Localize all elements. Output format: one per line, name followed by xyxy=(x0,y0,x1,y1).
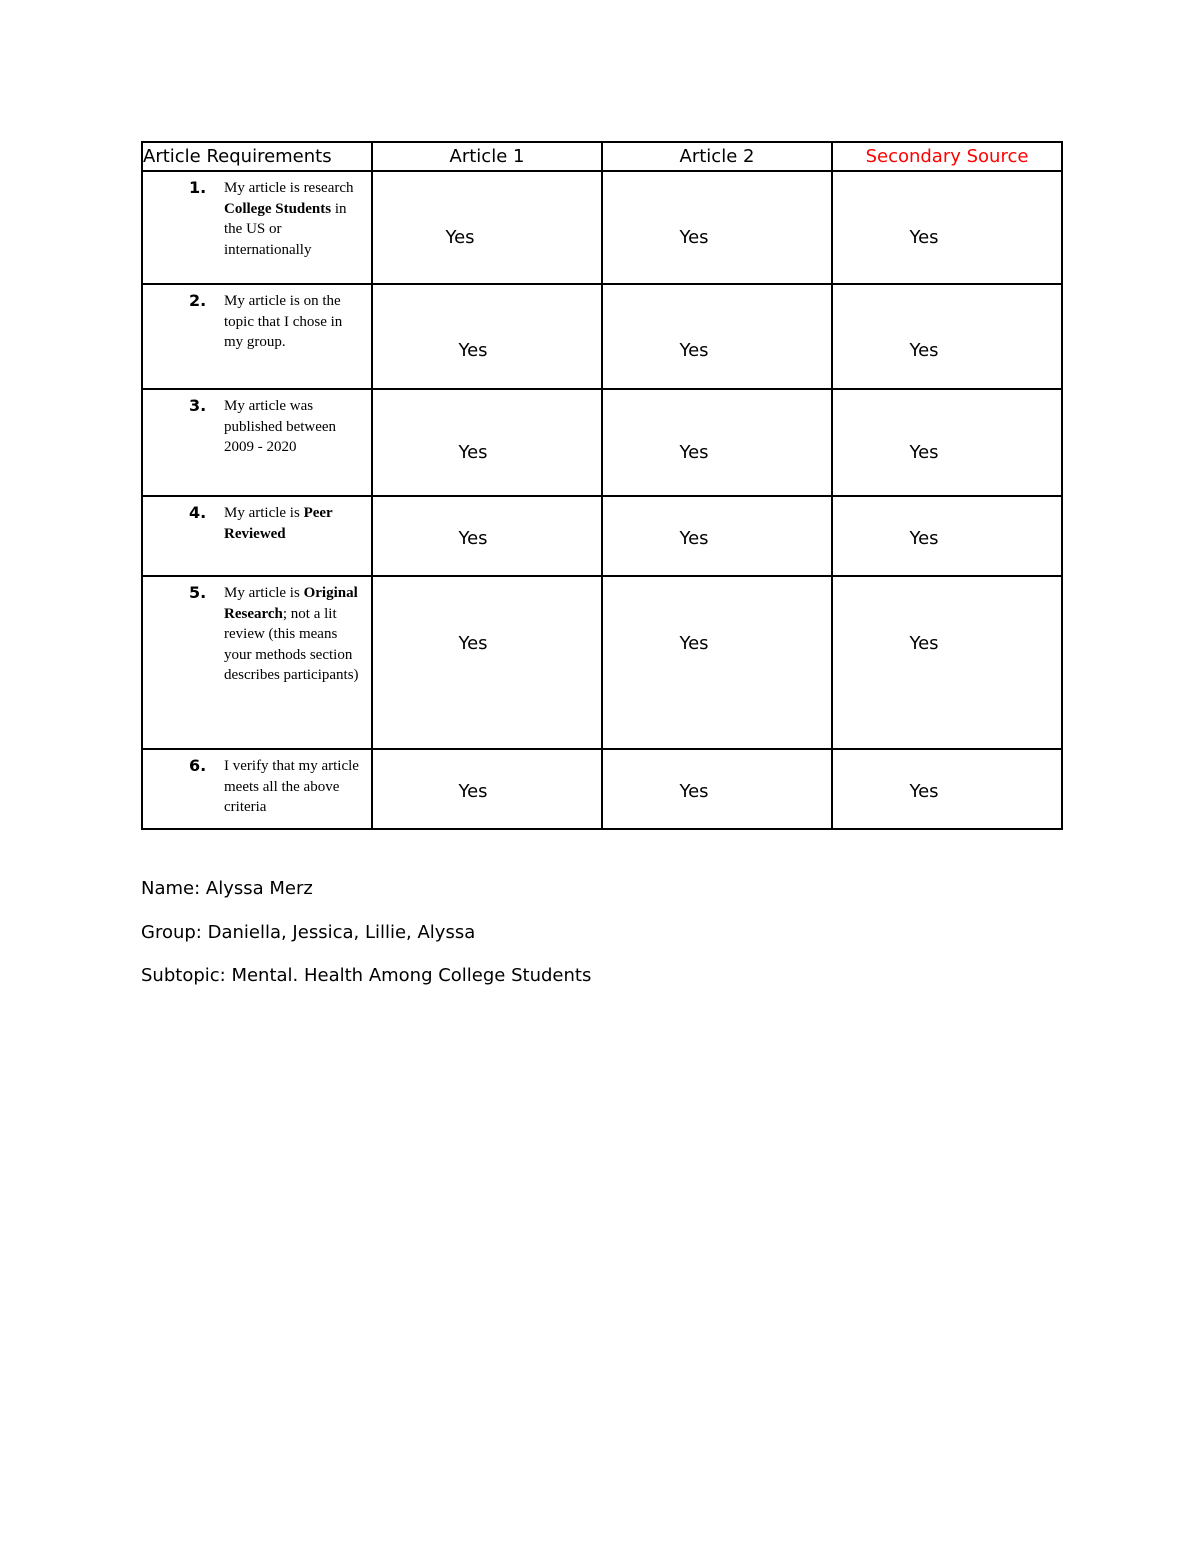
requirement-text xyxy=(224,178,363,260)
requirement-cell xyxy=(142,496,372,576)
requirement-emphasis: Peer Reviewed xyxy=(224,505,333,542)
requirement-cell xyxy=(142,284,372,389)
header-article-2: Article 2 xyxy=(602,142,832,171)
article-1-value: Yes xyxy=(458,633,488,654)
article-1-value-cell xyxy=(372,389,602,496)
requirement-fragment: My article was published between 2009 - 2020 xyxy=(224,398,337,455)
requirement-text xyxy=(224,396,363,458)
requirement-fragment: in the US or internationally xyxy=(224,200,347,258)
article-2-value: Yes xyxy=(679,340,709,361)
secondary-source-value: Yes xyxy=(909,633,939,654)
requirement-fragment: My article is xyxy=(224,585,304,601)
requirement-fragment: My article is on the topic that I chose in my group. xyxy=(224,293,343,350)
table-row xyxy=(142,749,1062,829)
requirement-emphasis: College Students xyxy=(224,200,332,217)
article-2-value: Yes xyxy=(679,227,709,248)
article-2-value: Yes xyxy=(679,442,709,463)
table-row xyxy=(142,389,1062,496)
table-row xyxy=(142,284,1062,389)
requirement-text xyxy=(224,583,363,686)
article-2-value-cell xyxy=(602,171,832,284)
article-2-value: Yes xyxy=(679,528,709,549)
secondary-source-value: Yes xyxy=(909,781,939,802)
requirement-fragment: I verify that my article meets all the above criteria xyxy=(224,758,359,815)
article-2-value: Yes xyxy=(679,633,709,654)
requirement-cell xyxy=(142,171,372,284)
requirement-number: 5. xyxy=(189,583,207,602)
article-2-value-cell xyxy=(602,749,832,829)
name-line: Name: Alyssa Merz xyxy=(141,878,313,899)
article-1-value-cell xyxy=(372,749,602,829)
article-2-value-cell xyxy=(602,284,832,389)
article-1-value: Yes xyxy=(458,528,488,549)
article-1-value-cell xyxy=(372,171,602,284)
requirement-number: 1. xyxy=(189,178,207,197)
secondary-source-value-cell xyxy=(832,576,1062,749)
article-1-value-cell xyxy=(372,284,602,389)
requirement-number: 3. xyxy=(189,396,207,415)
requirement-cell xyxy=(142,749,372,829)
requirement-number: 6. xyxy=(189,756,207,775)
requirement-emphasis: Original Research xyxy=(224,585,358,622)
table-row xyxy=(142,171,1062,284)
article-1-value: Yes xyxy=(445,227,475,248)
article-requirements-table xyxy=(141,141,1063,830)
table-row xyxy=(142,496,1062,576)
secondary-source-value-cell xyxy=(832,496,1062,576)
group-line: Group: Daniella, Jessica, Lillie, Alyssa xyxy=(141,922,476,943)
header-article-1: Article 1 xyxy=(372,142,602,171)
requirement-text xyxy=(224,291,363,353)
secondary-source-value-cell xyxy=(832,284,1062,389)
secondary-source-value-cell xyxy=(832,749,1062,829)
requirement-cell xyxy=(142,576,372,749)
article-2-value-cell xyxy=(602,576,832,749)
requirement-text xyxy=(224,503,363,544)
header-secondary-source: Secondary Source xyxy=(832,142,1062,171)
article-1-value: Yes xyxy=(458,781,488,802)
secondary-source-value: Yes xyxy=(909,528,939,549)
header-article-requirements: Article Requirements xyxy=(142,142,372,171)
article-2-value-cell xyxy=(602,496,832,576)
article-2-value: Yes xyxy=(679,781,709,802)
secondary-source-value: Yes xyxy=(909,340,939,361)
secondary-source-value-cell xyxy=(832,171,1062,284)
article-1-value: Yes xyxy=(458,442,488,463)
requirement-fragment: My article is xyxy=(224,505,304,521)
requirement-text xyxy=(224,756,363,818)
requirement-fragment: ; not a lit review (this means your methods section describes participants) xyxy=(224,605,359,683)
table-header-row xyxy=(142,142,1062,171)
secondary-source-value: Yes xyxy=(909,442,939,463)
requirement-number: 2. xyxy=(189,291,207,310)
subtopic-line: Subtopic: Mental. Health Among College Students xyxy=(141,965,592,986)
secondary-source-value-cell xyxy=(832,389,1062,496)
requirement-fragment: My article is research xyxy=(224,180,354,196)
article-1-value-cell xyxy=(372,496,602,576)
secondary-source-value: Yes xyxy=(909,227,939,248)
article-1-value: Yes xyxy=(458,340,488,361)
article-2-value-cell xyxy=(602,389,832,496)
requirement-number: 4. xyxy=(189,503,207,522)
table-row xyxy=(142,576,1062,749)
requirement-cell xyxy=(142,389,372,496)
article-1-value-cell xyxy=(372,576,602,749)
